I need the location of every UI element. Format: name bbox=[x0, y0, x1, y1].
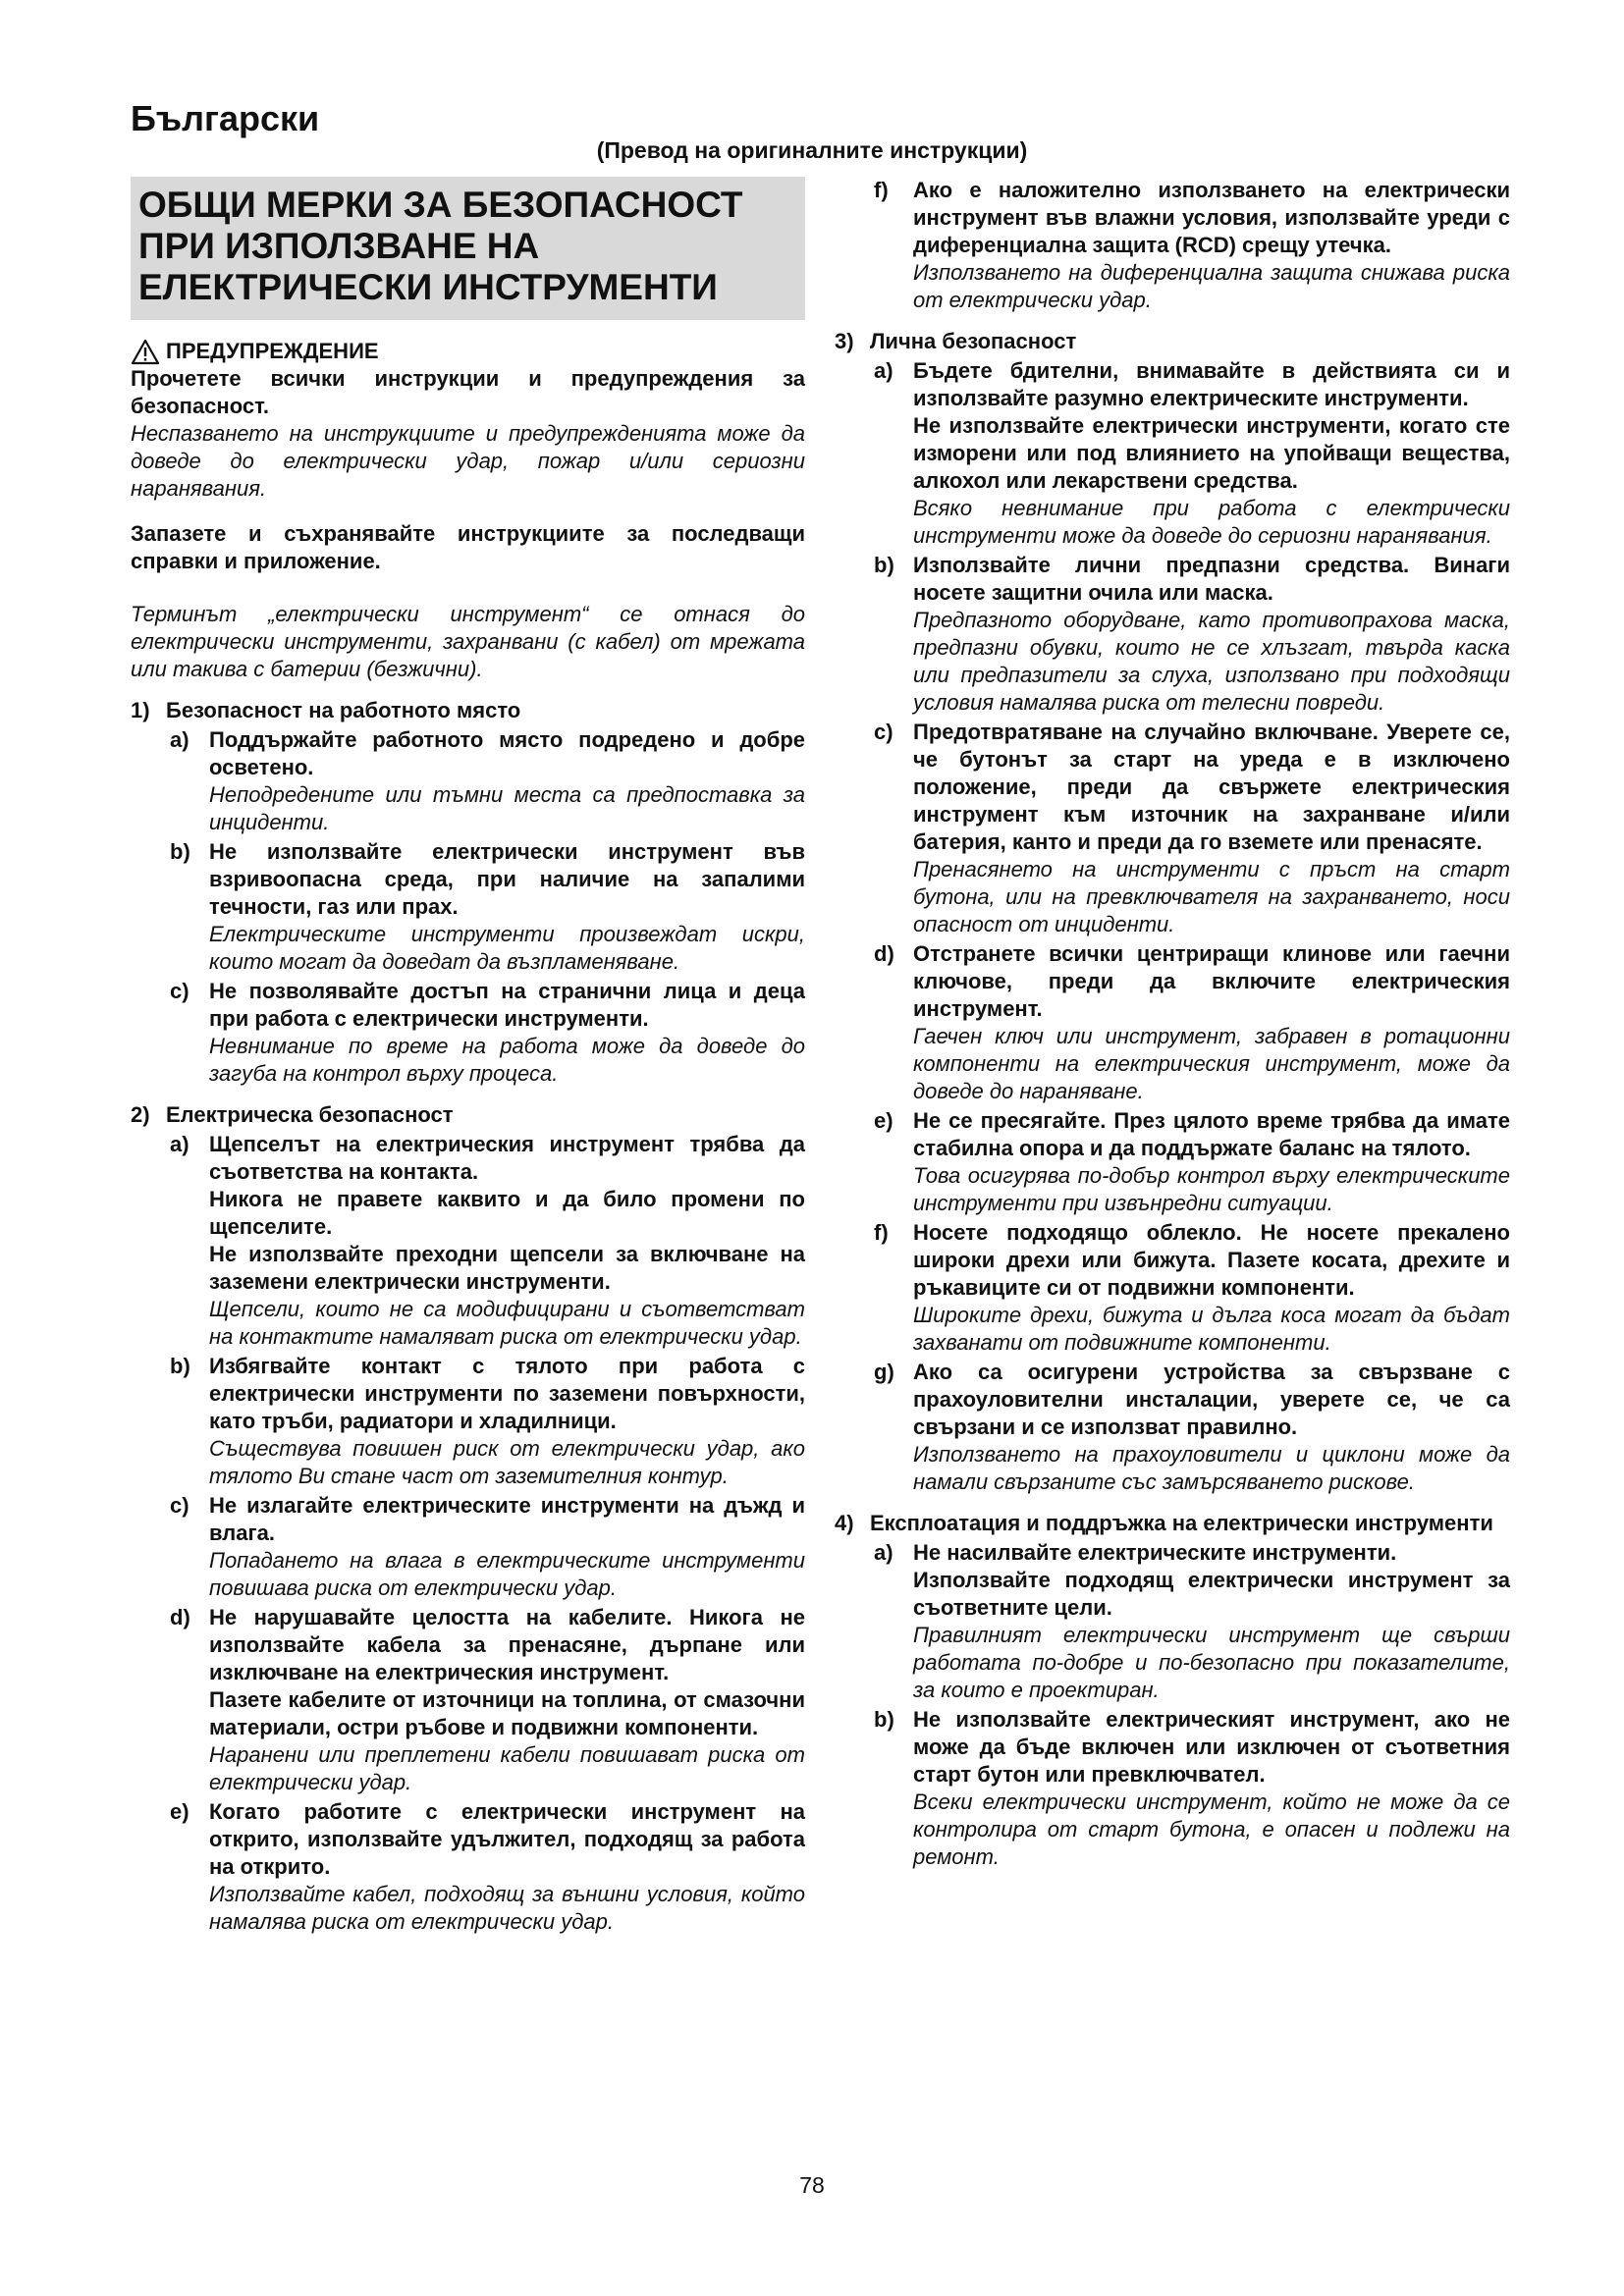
item-rule: Не се пресягайте. През цялото време трябва да имате стабилна опора и да поддържате баланс на тялото. bbox=[913, 1108, 1510, 1160]
list-item bbox=[835, 719, 1510, 938]
item-rule: Ако е наложително използването на електрически инструмент във влажни условия, използвайте уреди с диференциална защита (RCD) срещу утечка. bbox=[913, 178, 1510, 257]
list-item bbox=[835, 1219, 1510, 1357]
item-rule: Използвайте лични предпазни средства. Винаги носете защитни очила или маска. bbox=[913, 553, 1510, 605]
list-item bbox=[835, 1539, 1510, 1704]
item-label: f) bbox=[874, 178, 889, 202]
item-rule: Отстранете всички центриращи клинове или гаечни ключове, преди да включите електрическия инструмент. bbox=[913, 941, 1510, 1021]
item-explanation: Електрическите инструменти произвеждат искри, които могат да доведат да възпламеняване. bbox=[209, 922, 805, 974]
item-rule: Избягвайте контакт с тялото при работа с електрически инструменти по заземени повърхности, като тръби, радиатори и хладилници. bbox=[209, 1354, 805, 1433]
item-label: d) bbox=[170, 1605, 190, 1629]
item-explanation: Широките дрехи, бижута и дълга коса могат да бъдат захванати от подвижните компоненти. bbox=[913, 1303, 1510, 1355]
title-line: ОБЩИ МЕРКИ ЗА БЕЗОПАСНОСТ bbox=[138, 185, 743, 225]
warning-heading bbox=[131, 338, 805, 365]
item-explanation: Невнимание по време на работа може да доведе до загуба на контрол върху процеса. bbox=[209, 1034, 805, 1086]
item-rule: Не излагайте електрическите инструменти на дъжд и влага. bbox=[209, 1493, 805, 1545]
section-number: 2) bbox=[131, 1102, 150, 1127]
list-item bbox=[835, 1359, 1510, 1496]
left-column bbox=[131, 177, 805, 1936]
item-rule: Никога не правете каквито и да било промени по щепселите. bbox=[209, 1187, 805, 1239]
item-rule: Не използвайте електрически инструменти, когато сте изморени или под влиянието на упойващи вещества, алкохол или лекарствени средства. bbox=[913, 413, 1510, 493]
list-item bbox=[131, 1492, 805, 1602]
item-rule: Бъдете бдителни, внимавайте в действията си и използвайте разумно електрическите инструменти. bbox=[913, 358, 1510, 410]
warning-triangle-icon bbox=[131, 339, 160, 365]
section-heading bbox=[835, 328, 1510, 355]
item-rule: Предотвратяване на случайно включване. Уверете се, че бутонът за старт на уреда е в изключено положение, преди да свържете електрическия инструмент към източник на захранване и/или батерия, канто и преди да го вземете или пренасяте. bbox=[913, 720, 1510, 854]
item-explanation: Наранени или преплетени кабели повишават риска от електрически удар. bbox=[209, 1742, 805, 1794]
intro-italic: Неспазването на инструкциите и предупрежденията може да доведе до електрически удар, пожар и/или сериозни наранявания. bbox=[131, 421, 805, 501]
item-rule: Ако са осигурени устройства за свързване с прахоуловителни инсталации, уверете се, че са свързани и се използват правилно. bbox=[913, 1360, 1510, 1439]
item-label: d) bbox=[874, 941, 894, 966]
item-explanation: Използвайте кабел, подходящ за външни условия, който намалява риска от електрически удар. bbox=[209, 1882, 805, 1934]
list-item bbox=[131, 1353, 805, 1490]
list-item bbox=[131, 1131, 805, 1351]
section-heading bbox=[131, 1101, 805, 1129]
item-explanation: Правилният електрически инструмент ще свърши работата по-добре и по-безопасно при показателите, за които е проектиран. bbox=[913, 1623, 1510, 1702]
list-item bbox=[131, 1604, 805, 1796]
list-item bbox=[131, 726, 805, 836]
section-heading bbox=[131, 697, 805, 724]
item-explanation: Използването на прахоуловители и циклони може да намали свързаните със замърсяването рискове. bbox=[913, 1442, 1510, 1494]
list-item bbox=[835, 940, 1510, 1105]
item-label: b) bbox=[874, 553, 894, 577]
item-label: c) bbox=[874, 720, 893, 744]
keep-instructions: Запазете и съхранявайте инструкциите за последващи справки и приложение. bbox=[131, 521, 805, 573]
item-rule: Носете подходящо облекло. Не носете прекалено широки дрехи или бижута. Пазете косата, дрехите и ръкавиците си от подвижни компоненти. bbox=[913, 1220, 1510, 1300]
item-explanation: Гаечен ключ или инструмент, забравен в ротационни компоненти на електрическия инструмент, може да доведе до нараняване. bbox=[913, 1024, 1510, 1103]
list-item bbox=[131, 978, 805, 1088]
item-rule: Не позволявайте достъп на странични лица и деца при работа с електрически инструменти. bbox=[209, 979, 805, 1031]
right-column bbox=[835, 177, 1510, 1871]
item-rule: Не нарушавайте целостта на кабелите. Никога не използвайте кабела за пренасяне, дърпане или изключване на електрическия инструмент. bbox=[209, 1605, 805, 1684]
item-rule: Когато работите с електрически инструмент на открито, използвайте удължител, подходящ за работа на открито. bbox=[209, 1799, 805, 1879]
item-explanation: Съществува повишен риск от електрически удар, ако тялото Ви стане част от заземителния контур. bbox=[209, 1436, 805, 1488]
item-explanation: Пренасянето на инструменти с пръст на старт бутона, или на превключвателя на захранването, носи опасност от инциденти. bbox=[913, 857, 1510, 936]
list-item bbox=[835, 552, 1510, 717]
section-number: 3) bbox=[835, 329, 854, 353]
item-explanation: Щепсели, които не са модифицирани и съответстват на контактите намаляват риска от електрически удар. bbox=[209, 1297, 805, 1349]
language-heading: Български bbox=[131, 98, 320, 138]
section-title: Лична безопасност bbox=[870, 329, 1077, 353]
item-label: a) bbox=[874, 358, 893, 383]
item-explanation: Предпазното оборудване, като противопрахова маска, предпазни обувки, които не се хлъзгат, твърда каска или предпазители за слуха, използвано при подходящи условия намалява риска от телесни повреди. bbox=[913, 608, 1510, 715]
item-label: a) bbox=[874, 1540, 893, 1565]
item-explanation: Всеки електрически инструмент, който не може да се контролира от старт бутона, е опасен и подлежи на ремонт. bbox=[913, 1789, 1510, 1869]
section-title: Експлоатация и поддръжка на електрически инструменти bbox=[870, 1511, 1493, 1535]
item-label: b) bbox=[170, 839, 190, 864]
page-number: 78 bbox=[799, 2172, 825, 2198]
section-title: Електрическа безопасност bbox=[166, 1102, 454, 1127]
list-item bbox=[835, 357, 1510, 550]
list-item bbox=[835, 1107, 1510, 1217]
term-definition: Терминът „електрически инструмент“ се отнася до електрически инструменти, захранвани (с кабел) от мрежата или такива с батерии (безжични). bbox=[131, 602, 805, 681]
item-explanation: Неподредените или тъмни места са предпоставка за инциденти. bbox=[209, 782, 805, 834]
title-line: ЕЛЕКТРИЧЕСКИ ИНСТРУМЕНТИ bbox=[138, 267, 718, 307]
item-rule: Не използвайте преходни щепсели за включване на заземени електрически инструменти. bbox=[209, 1242, 805, 1294]
item-label: c) bbox=[170, 1493, 189, 1518]
item-explanation: Всяко невнимание при работа с електрически инструменти може да доведе до сериозни наранявания. bbox=[913, 496, 1510, 548]
list-item bbox=[131, 1798, 805, 1936]
item-label: a) bbox=[170, 727, 189, 752]
section-title: Безопасност на работното място bbox=[166, 698, 521, 722]
list-item bbox=[835, 1706, 1510, 1871]
warning-label: ПРЕДУПРЕЖДЕНИЕ bbox=[166, 339, 379, 363]
item-explanation: Попадането на влага в електрическите инструменти повишава риска от електрически удар. bbox=[209, 1548, 805, 1600]
intro-bold: Прочетете всички инструкции и предупреждения за безопасност. bbox=[131, 366, 805, 418]
item-rule: Не използвайте електрически инструмент във взривоопасна среда, при наличие на запалими течности, газ или прах. bbox=[209, 839, 805, 919]
list-item bbox=[835, 177, 1510, 314]
list-item bbox=[131, 838, 805, 976]
section-number: 4) bbox=[835, 1511, 854, 1535]
item-label: g) bbox=[874, 1360, 894, 1384]
item-rule: Не насилвайте електрическите инструменти. bbox=[913, 1540, 1397, 1565]
item-label: c) bbox=[170, 979, 189, 1003]
item-label: b) bbox=[170, 1354, 190, 1378]
item-label: b) bbox=[874, 1707, 894, 1732]
item-explanation: Използването на диференциална защита снижава риска от електрически удар. bbox=[913, 260, 1510, 312]
section-title-box bbox=[131, 177, 805, 320]
item-rule: Не използвайте електрическият инструмент, ако не може да бъде включен или изключен от съответния старт бутон или превключвател. bbox=[913, 1707, 1510, 1787]
item-label: a) bbox=[170, 1132, 189, 1156]
item-rule: Щепселът на електрическия инструмент трябва да съответства на контакта. bbox=[209, 1132, 805, 1184]
item-label: e) bbox=[874, 1108, 893, 1133]
item-explanation: Това осигурява по-добър контрол върху електрическите инструменти при извънредни ситуации. bbox=[913, 1163, 1510, 1215]
section-number: 1) bbox=[131, 698, 150, 722]
section-heading bbox=[835, 1510, 1510, 1537]
item-rule: Използвайте подходящ електрически инструмент за съответните цели. bbox=[913, 1568, 1510, 1620]
item-rule: Поддържайте работното място подредено и добре осветено. bbox=[209, 727, 805, 779]
item-label: f) bbox=[874, 1220, 889, 1245]
item-label: e) bbox=[170, 1799, 189, 1824]
translation-note: (Превод на оригиналните инструкции) bbox=[596, 137, 1028, 163]
item-rule: Пазете кабелите от източници на топлина, от смазочни материали, остри ръбове и подвижни компоненти. bbox=[209, 1687, 805, 1739]
title-line: ПРИ ИЗПОЛЗВАНЕ НА bbox=[138, 226, 540, 266]
